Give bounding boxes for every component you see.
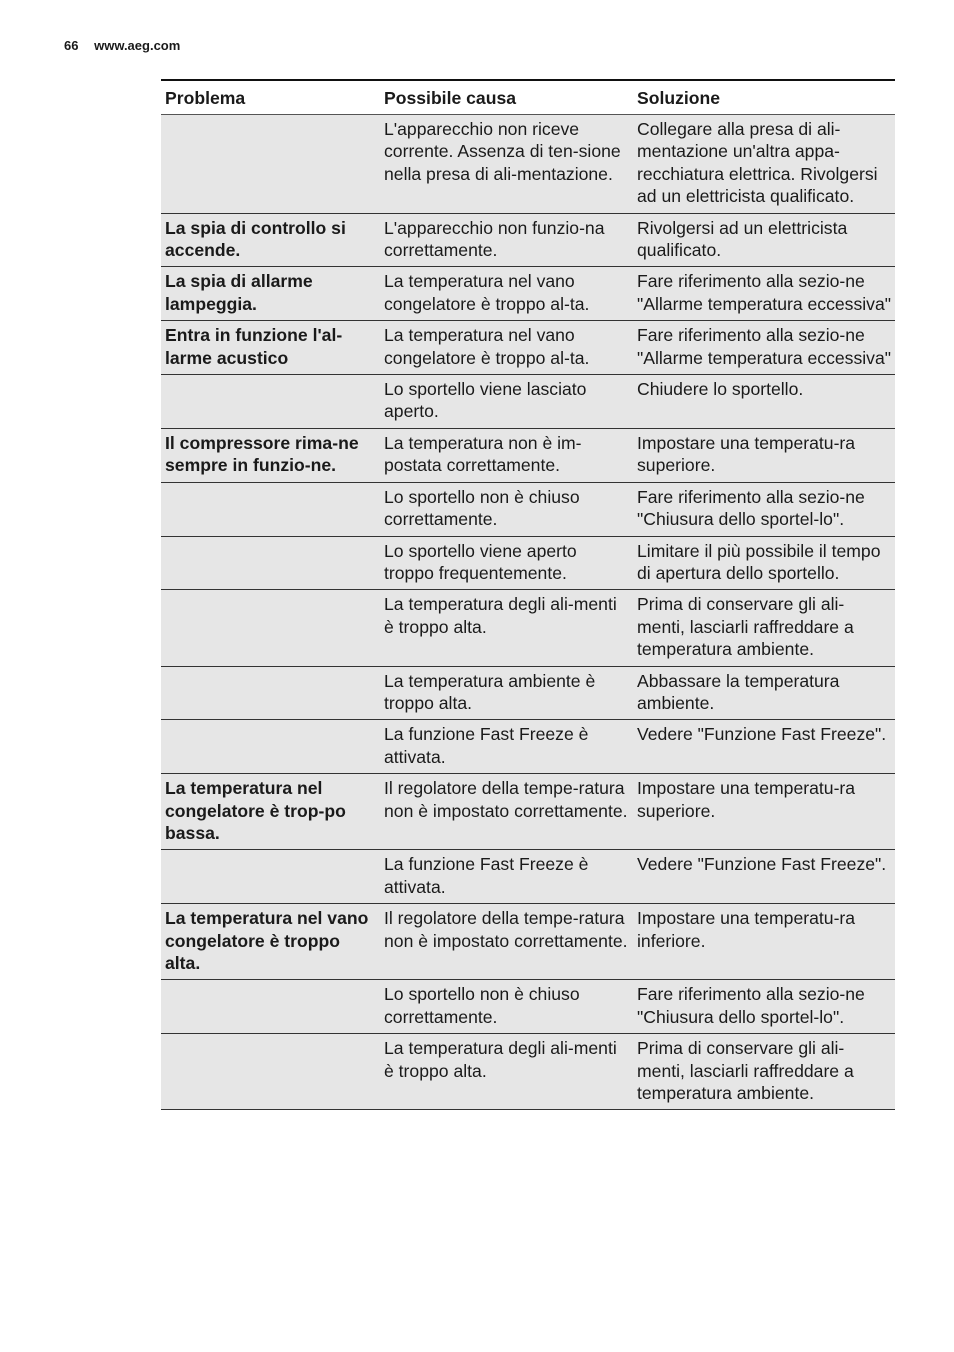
problem-cell: La spia di controllo si accende.: [165, 217, 346, 261]
cause-cell: La temperatura nel vano congelatore è troppo al-ta.: [384, 271, 590, 314]
problem-cell: Il compressore rima-ne sempre in funzio-ne.: [165, 432, 359, 476]
cause-cell: Lo sportello viene lasciato aperto.: [384, 379, 587, 422]
problem-cell: [161, 590, 380, 666]
problem-cell: [161, 1034, 380, 1110]
cause-cell: L'apparecchio non riceve corrente. Assenza di ten-sione nella presa di ali-mentazione.: [384, 119, 621, 184]
solution-cell: Impostare una temperatu-ra superiore.: [637, 432, 856, 476]
troubleshooting-table: [161, 79, 895, 1110]
problem-cell: La spia di allarme lampeggia.: [165, 271, 313, 314]
page-header: [64, 38, 180, 53]
solution-cell: Vedere "Funzione Fast Freeze".: [637, 854, 887, 875]
table-row: [161, 904, 895, 980]
cause-cell: La temperatura degli ali-menti è troppo alta.: [384, 594, 617, 637]
site-url: www.aeg.com: [94, 38, 181, 53]
problem-cell: [161, 720, 380, 774]
cause-cell: L'apparecchio non funzio-na correttamente.: [384, 217, 605, 261]
problem-cell: [161, 375, 380, 429]
table-body: [161, 115, 895, 1110]
table-header-row: [161, 80, 895, 115]
solution-cell: Fare riferimento alla sezio-ne "Chiusura dello sportel-lo".: [637, 486, 865, 530]
solution-cell: Chiudere lo sportello.: [637, 379, 804, 400]
solution-cell: Fare riferimento alla sezio-ne "Chiusura dello sportel-lo".: [637, 984, 865, 1027]
solution-cell: Fare riferimento alla sezio-ne "Allarme temperatura eccessiva": [637, 271, 892, 314]
problem-cell: Entra in funzione l'al-larme acustico: [165, 325, 343, 368]
cause-cell: Il regolatore della tempe-ratura non è impostato correttamente.: [384, 778, 628, 821]
solution-cell: Prima di conservare gli ali-menti, lasciarli raffreddare a temperatura ambiente.: [637, 1038, 854, 1104]
solution-cell: Rivolgersi ad un elettricista qualificato.: [637, 217, 848, 261]
problem-cell: [161, 850, 380, 904]
column-header-problem: Problema: [161, 80, 380, 115]
cause-cell: Lo sportello non è chiuso correttamente.: [384, 486, 580, 530]
solution-cell: Prima di conservare gli ali-menti, lasciarli raffreddare a temperatura ambiente.: [637, 594, 854, 660]
solution-cell: Impostare una temperatu-ra inferiore.: [637, 908, 856, 951]
cause-cell: La temperatura ambiente è troppo alta.: [384, 670, 596, 713]
table-row: [161, 321, 895, 375]
cause-cell: La funzione Fast Freeze è attivata.: [384, 854, 589, 897]
solution-cell: Limitare il più possibile il tempo di apertura dello sportello.: [637, 540, 881, 583]
table-row: [161, 666, 895, 720]
page-number: 66: [64, 38, 79, 53]
cause-cell: La temperatura nel vano congelatore è troppo al-ta.: [384, 325, 590, 368]
cause-cell: La temperatura degli ali-menti è troppo alta.: [384, 1038, 617, 1081]
table-row: [161, 774, 895, 850]
column-header-solution: Soluzione: [633, 80, 895, 115]
cause-cell: La funzione Fast Freeze è attivata.: [384, 724, 589, 767]
table-row: [161, 850, 895, 904]
column-header-cause: Possibile causa: [380, 80, 633, 115]
problem-cell: [161, 115, 380, 214]
problem-cell: La temperatura nel congelatore è trop-po bassa.: [165, 778, 346, 843]
table-row: [161, 482, 895, 536]
solution-cell: Impostare una temperatu-ra superiore.: [637, 778, 856, 821]
problem-cell: [161, 666, 380, 720]
table-row: [161, 536, 895, 590]
table-row: [161, 115, 895, 214]
table-row: [161, 428, 895, 482]
cause-cell: Lo sportello non è chiuso correttamente.: [384, 984, 580, 1027]
solution-cell: Vedere "Funzione Fast Freeze".: [637, 724, 887, 745]
solution-cell: Abbassare la temperatura ambiente.: [637, 670, 840, 713]
problem-cell: [161, 980, 380, 1034]
problem-cell: [161, 482, 380, 536]
solution-cell: Collegare alla presa di ali-mentazione un'altra appa-recchiatura elettrica. Rivolgersi ad un elettricista qualificato.: [637, 119, 878, 207]
table-row: [161, 267, 895, 321]
table-row: [161, 980, 895, 1034]
cause-cell: Il regolatore della tempe-ratura non è impostato correttamente.: [384, 908, 628, 951]
table-row: [161, 1034, 895, 1110]
cause-cell: La temperatura non è im-postata correttamente.: [384, 432, 582, 476]
table-row: [161, 213, 895, 267]
table-row: [161, 720, 895, 774]
problem-cell: [161, 536, 380, 590]
table-row: [161, 590, 895, 666]
solution-cell: Fare riferimento alla sezio-ne "Allarme temperatura eccessiva": [637, 325, 892, 368]
table-row: [161, 375, 895, 429]
problem-cell: La temperatura nel vano congelatore è troppo alta.: [165, 908, 369, 973]
cause-cell: Lo sportello viene aperto troppo frequentemente.: [384, 540, 577, 583]
